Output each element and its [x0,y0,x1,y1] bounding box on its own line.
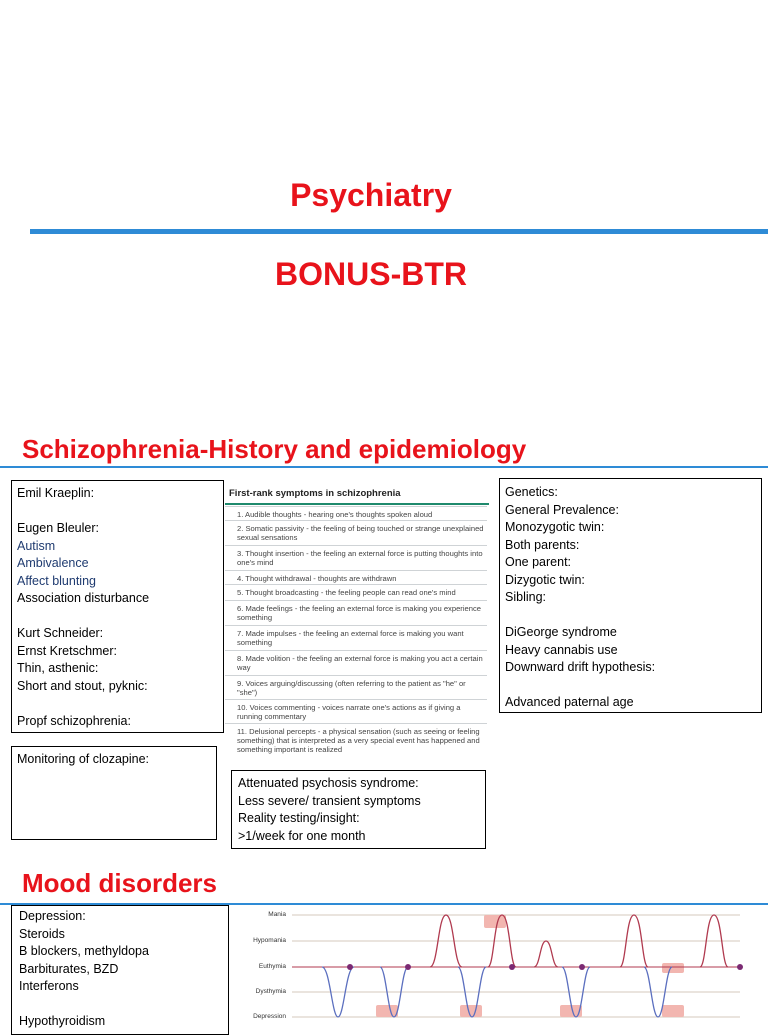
clozapine-box [11,746,217,840]
frs-item: 10. Voices commenting - voices narrate one's actions as if giving a running commentary [225,699,487,723]
history-line: Autism [17,538,56,553]
dot-5 [737,964,743,970]
genetics-line: Sibling: [505,590,546,604]
mood-graph [232,905,768,1024]
highlight-2 [460,1005,482,1017]
frs-item: 8. Made volition - the feeling an external force is making you act a certain way [225,650,487,675]
genetics-line: Both parents: [505,537,580,552]
first-rank-symptoms-table [225,482,489,752]
history-line: Short and stout, pyknic: [17,678,148,693]
frs-item: 4. Thought withdrawal - thoughts are withdrawn [225,570,487,584]
label-hypomania: Hypomania [253,937,286,944]
highlight-1 [376,1005,398,1017]
label-mania: Mania [268,911,286,918]
attenuated-psychosis-box [231,770,486,849]
genetics-box [499,478,762,713]
depression-box [11,905,229,1035]
clozapine-label: Monitoring of clozapine: [17,752,150,766]
depression-line: Hypothyroidism [19,1014,106,1028]
genetics-line: Advanced paternal age [505,695,634,709]
history-line: Ambivalence [17,556,89,570]
frs-item: 1. Audible thoughts - hearing one's thoughts spoken aloud [225,506,487,520]
label-depression: Depression [253,1013,286,1020]
genetics-line: DiGeorge syndrome [505,625,617,639]
label-dysthymia: Dysthymia [255,988,286,995]
frs-title-rule [225,503,489,505]
frs-item: 6. Made feelings - the feeling an external force is making you experience something [225,600,487,625]
history-line: Association disturbance [17,591,150,605]
history-line [17,695,223,713]
dot-4 [579,964,585,970]
history-line: Emil Kraeplin: [17,486,95,500]
attenuated-line: Attenuated psychosis syndrome: [238,776,419,790]
history-line [17,503,223,521]
heading-rule [0,466,768,468]
history-line: Kurt Schneider: [17,626,104,640]
attenuated-lines [232,771,485,845]
history-lines [12,481,223,730]
dot-3 [509,964,515,970]
genetics-line: Monozygotic twin: [505,520,605,534]
highlight-6 [662,1005,684,1017]
frs-item: 11. Delusional percepts - a physical sensation (such as seeing or feeling something) that is interpreted as a very special event has happened and something important is realized [225,723,487,757]
genetics-line: General Prevalence: [505,502,619,517]
frs-item: 2. Somatic passivity - the feeling of being touched or strange unexplained sexual sensations [225,520,487,545]
depression-line: Barbiturates, BZD [19,961,119,976]
frs-item: 9. Voices arguing/discussing (often referring to the patient as "he" or "she") [225,675,487,699]
depression-line: Depression: [19,909,86,923]
genetics-line: Heavy cannabis use [505,642,618,657]
highlight-3 [484,915,506,928]
attenuated-line: >1/week for one month [238,828,366,843]
attenuated-line: Reality testing/insight: [238,811,360,825]
history-line: Thin, asthenic: [17,661,99,675]
genetics-line: Downward drift hypothesis: [505,660,656,674]
attenuated-line: Less severe/ transient symptoms [238,793,421,808]
highlight-5 [662,963,684,973]
history-line: Propf schizophrenia: [17,713,131,728]
genetics-line: Dizygotic twin: [505,572,585,587]
frs-item: 3. Thought insertion - the feeling an external force is putting thoughts into one's mind [225,545,487,570]
genetics-line [505,677,761,695]
genetics-line: Genetics: [505,485,558,499]
title-rule [30,229,768,234]
depression-line [19,996,228,1014]
page-subtitle: BONUS-BTR [275,256,467,292]
mood-heading: Mood disorders [22,868,218,898]
history-line: Eugen Bleuler: [17,521,100,535]
schizophrenia-heading: Schizophrenia-History and epidemiology [22,434,527,464]
dot-2 [405,964,411,970]
frs-item: 5. Thought broadcasting - the feeling people can read one's mind [225,584,487,600]
frs-item: 7. Made impulses - the feeling an external force is making you want something [225,625,487,650]
history-line: Ernst Kretschmer: [17,643,118,658]
depression-line: Steroids [19,926,65,941]
genetics-line: One parent: [505,555,572,569]
history-line: Affect blunting [17,573,96,588]
genetics-line [505,607,761,625]
label-euthymia: Euthymia [258,963,286,970]
history-box [11,480,224,733]
depression-line: Interferons [19,979,79,993]
page-title: Psychiatry [290,177,452,213]
genetics-lines [500,479,761,712]
frs-title: First-rank symptoms in schizophrenia [229,488,401,499]
depression-line: B blockers, methyldopa [19,944,149,958]
history-line [17,608,223,626]
depression-lines [12,906,228,1031]
mood-chart [232,905,768,1024]
dot-1 [347,964,353,970]
